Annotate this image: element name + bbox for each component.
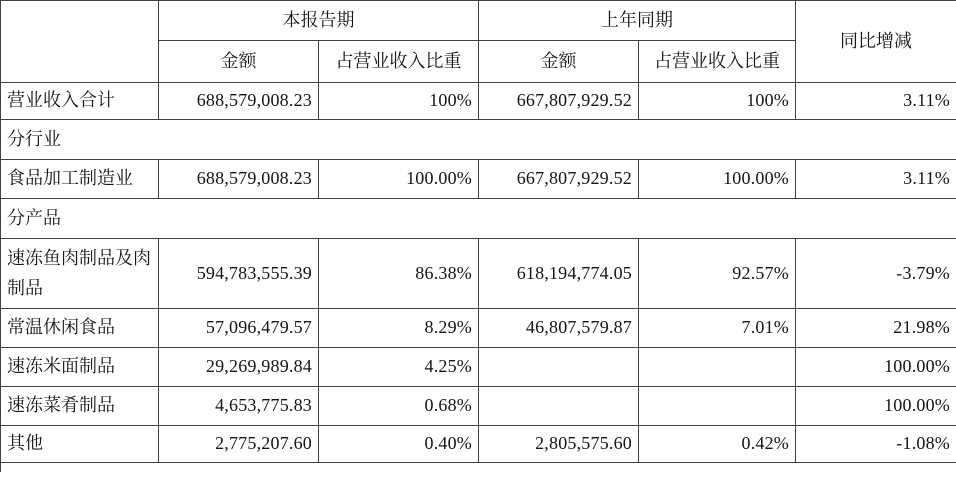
yoy-cell: 3.11% (796, 83, 956, 120)
corner-cell (1, 1, 159, 83)
table-row-total-revenue (1, 83, 956, 120)
proportion-prior-cell: 92.57% (639, 239, 796, 309)
header-amount-current: 金额 (159, 41, 319, 83)
proportion-current-cell: 4.25% (319, 348, 479, 387)
amount-current-cell: 2,775,207.60 (159, 426, 319, 463)
proportion-current-cell: 86.38% (319, 239, 479, 309)
yoy-cell: 100.00% (796, 348, 956, 387)
proportion-prior-cell: 100% (639, 83, 796, 120)
row-label: 营业收入合计 (1, 83, 159, 120)
header-amount-prior: 金额 (479, 41, 639, 83)
proportion-current-cell: 0.68% (319, 387, 479, 426)
amount-prior-cell (479, 348, 639, 387)
yoy-cell: 100.00% (796, 387, 956, 426)
header-proportion-current: 占营业收入比重 (319, 41, 479, 83)
row-label: 速冻菜肴制品 (1, 387, 159, 426)
table-row-other (1, 426, 956, 463)
amount-current-cell: 688,579,008.23 (159, 83, 319, 120)
table-row-frozen-dishes (1, 387, 956, 426)
amount-current-cell: 688,579,008.23 (159, 160, 319, 199)
proportion-prior-cell (639, 348, 796, 387)
proportion-prior-cell: 0.42% (639, 426, 796, 463)
table-row-frozen-fish-meat (1, 239, 956, 309)
header-prior-period: 上年同期 (479, 1, 796, 41)
amount-current-cell: 594,783,555.39 (159, 239, 319, 309)
section-label: 分产品 (1, 199, 956, 239)
amount-current-cell: 57,096,479.57 (159, 309, 319, 348)
row-label: 常温休闲食品 (1, 309, 159, 348)
table-row-food-processing (1, 160, 956, 199)
row-label: 速冻鱼肉制品及肉制品 (1, 239, 159, 309)
proportion-current-cell: 100% (319, 83, 479, 120)
amount-prior-cell: 618,194,774.05 (479, 239, 639, 309)
row-label: 食品加工制造业 (1, 160, 159, 199)
header-yoy-change: 同比增减 (796, 1, 956, 83)
yoy-cell: -3.79% (796, 239, 956, 309)
header-row-periods (1, 1, 956, 41)
yoy-cell: 3.11% (796, 160, 956, 199)
proportion-current-cell: 0.40% (319, 426, 479, 463)
amount-prior-cell (479, 387, 639, 426)
amount-prior-cell: 2,805,575.60 (479, 426, 639, 463)
yoy-cell: 21.98% (796, 309, 956, 348)
section-row-by-product (1, 199, 956, 239)
row-label: 其他 (1, 426, 159, 463)
amount-prior-cell: 667,807,929.52 (479, 160, 639, 199)
table-row-frozen-rice-flour (1, 348, 956, 387)
amount-current-cell: 4,653,775.83 (159, 387, 319, 426)
header-current-period: 本报告期 (159, 1, 479, 41)
proportion-prior-cell: 7.01% (639, 309, 796, 348)
proportion-current-cell: 100.00% (319, 160, 479, 199)
section-label: 分行业 (1, 120, 956, 160)
amount-current-cell: 29,269,989.84 (159, 348, 319, 387)
section-row-by-industry (1, 120, 956, 160)
amount-prior-cell: 667,807,929.52 (479, 83, 639, 120)
proportion-current-cell: 8.29% (319, 309, 479, 348)
section-label-cutoff (1, 463, 956, 472)
proportion-prior-cell (639, 387, 796, 426)
header-proportion-prior: 占营业收入比重 (639, 41, 796, 83)
yoy-cell: -1.08% (796, 426, 956, 463)
section-row-cutoff (1, 463, 956, 472)
proportion-prior-cell: 100.00% (639, 160, 796, 199)
row-label: 速冻米面制品 (1, 348, 159, 387)
amount-prior-cell: 46,807,579.87 (479, 309, 639, 348)
table-row-ambient-snack-food (1, 309, 956, 348)
